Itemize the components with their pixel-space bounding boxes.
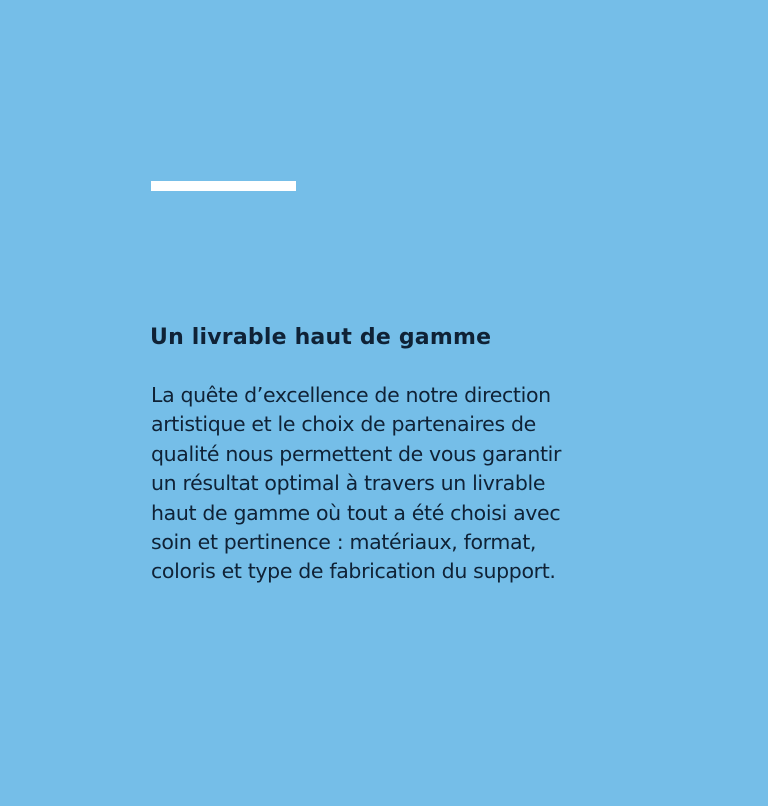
body-line: un résultat optimal à travers un livrable [151, 471, 546, 496]
body-line: La quête d’excellence de notre direction [151, 383, 551, 407]
body-line: soin et pertinence : matériaux, format, [151, 530, 537, 555]
body-line: haut de gamme où tout a été choisi avec [151, 500, 561, 525]
accent-bar [151, 181, 296, 191]
section-heading: Un livrable haut de gamme [150, 325, 492, 350]
section-body [151, 381, 621, 587]
body-line: artistique et le choix de partenaires de [151, 412, 536, 437]
body-line: qualité nous permettent de vous garantir [151, 441, 562, 466]
body-line: coloris et type de fabrication du support. [151, 559, 556, 584]
